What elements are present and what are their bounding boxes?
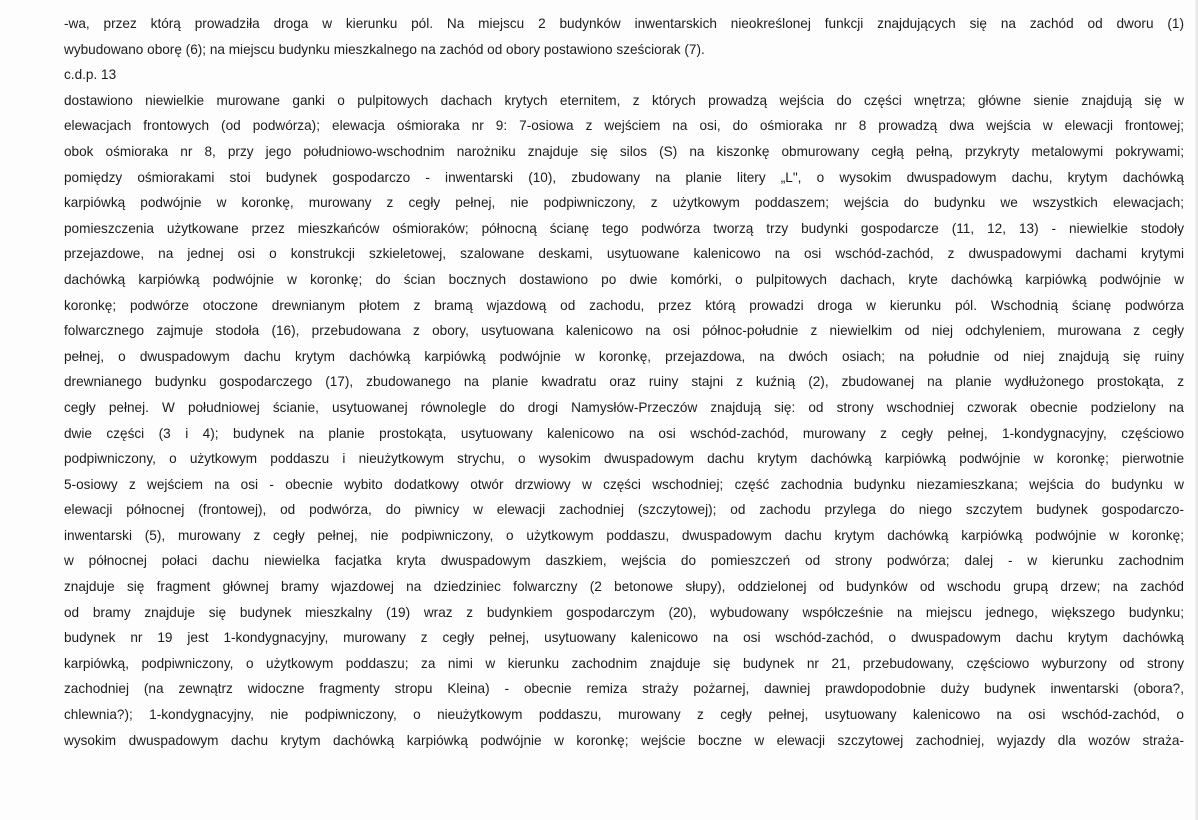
text-line: karpiówką, podpiwniczony, o użytkowym poddaszu; za nimi w kierunku zachodnim znajduje się budynek nr 21, przebudowany, częściowo wyburzony od strony — [64, 655, 1184, 671]
text-line: pełnej, o dwuspadowym dachu krytym dachówką karpiówką podwójnie w koronkę, przejazdowa, na dwóch osiach; na południe od niej znajdują się ruiny — [64, 348, 1184, 364]
text-line: folwarcznego zajmuje stodoła (16), przebudowana z obory, usytuowana kalenicowo na osi północ-południe z niewielkim od niej odchyleniem, murowana z cegły — [64, 323, 1184, 339]
text-line: pomiędzy ośmiorakami stoi budynek gospodarczo - inwentarski (10), zbudowany na planie litery „L", o wysokim dwuspadowym dachu, krytym dachówką — [64, 169, 1184, 185]
text-line: od bramy znajduje się budynek mieszkalny (19) wraz z budynkiem gospodarczym (20), wybudowany współcześnie na miejscu jednego, większego budynku; — [64, 604, 1184, 620]
text-line: pomieszczenia użytkowane przez mieszkańców ośmioraków; północną ścianę tego podwórza tworzą trzy budynki gospodarcze (11, 12, 13) - niewielkie stodoły — [64, 220, 1184, 236]
text-line: dostawiono niewielkie murowane ganki o pulpitowych dachach krytych eternitem, z których prowadzą wejścia do części wnętrza; główne sienie znajdują się w — [64, 92, 1184, 108]
text-line: w północnej połaci dachu niewielka facjatka kryta dwuspadowym daszkiem, wejścia do pomieszczeń od strony podwórza; dalej - w kierunku zachodnim — [64, 553, 1184, 569]
text-line: wysokim dwuspadowym dachu krytym dachówką karpiówką podwójnie w koronkę; wejście boczne w elewacji szczytowej zachodniej, wyjazdy dla wozów straża- — [64, 732, 1184, 748]
text-line: przejazdowe, na jednej osi o konstrukcji szkieletowej, szalowane deskami, usytuowane kalenicowo na osi wschód-zachód, z dwuspadowymi dachami krytymi — [64, 246, 1184, 262]
text-line: koronkę; podwórze otoczone drewnianym płotem z bramą wjazdową od zachodu, przez którą prowadzi droga w kierunku pól. Wschodnią ścianę podwórza — [64, 297, 1184, 313]
text-line: chlewnia?); 1-kondygnacyjny, nie podpiwniczony, o nieużytkowym poddaszu, murowany z cegły pełnej, usytuowany kalenicowo na osi wschód-zachód, o — [64, 707, 1184, 723]
text-line: dachówką karpiówką podwójnie w koronkę; do ścian bocznych dostawiono po dwie komórki, o pulpitowych dachach, kryte dachówką karpiówką podwójnie w — [64, 271, 1184, 287]
text-line: c.d.p. 13 — [64, 67, 117, 83]
document-text-block — [64, 11, 1184, 753]
text-line: drewnianego budynku gospodarczego (17), zbudowanego na planie kwadratu oraz ruiny stajni z kuźnią (2), zbudowanej na planie wydłużonego prostokąta, z — [64, 374, 1184, 390]
text-line: podpiwniczony, o użytkowym poddaszu i nieużytkowym strychu, o wysokim dwuspadowym dachu krytym dachówką karpiówką podwójnie w koronkę; pierwotnie — [64, 451, 1184, 467]
text-line: obok ośmioraka nr 8, przy jego południowo-wschodnim narożniku znajduje się silos (S) na kiszonkę obmurowany cegłą pełną, przykryty metalowymi pokrywami; — [64, 143, 1184, 159]
text-line: cegły pełnej. W południowej ścianie, usytuowanej równolegle do drogi Namysłów-Przeczów znajdują się: od strony wschodniej czworak obecnie podzielony na — [64, 399, 1184, 415]
text-line: inwentarski (5), murowany z cegły pełnej, nie podpiwniczony, o użytkowym poddaszu, dwuspadowym dachu krytym dachówką karpiówką podwójnie w koronkę; — [64, 527, 1184, 543]
text-line: karpiówką podwójnie w koronkę, murowany z cegły pełnej, nie podpiwniczony, z użytkowym poddaszem; wejścia do budynku we wszystkich elewacjach; — [64, 195, 1184, 211]
text-line: znajduje się fragment głównej bramy wjazdowej na dziedziniec folwarczny (2 betonowe słupy), oddzielonej od budynków od wschodu grupą drzew; na zachód — [64, 579, 1184, 595]
text-line: wybudowano oborę (6); na miejscu budynku mieszkalnego na zachód od obory postawiono sześciorak (7). — [64, 41, 705, 57]
text-line: elewacjach frontowych (od podwórza); elewacja ośmioraka nr 9: 7-osiowa z wejściem na osi, do ośmioraka nr 8 prowadzą dwa wejścia w elewacji frontowej; — [64, 118, 1184, 134]
text-line: 5-osiowy z wejściem na osi - obecnie wybito dodatkowy otwór drzwiowy w części wschodniej; część zachodnia budynku niezamieszkana; wejścia do budynku w — [64, 476, 1184, 492]
text-line: budynek nr 19 jest 1-kondygnacyjny, murowany z cegły pełnej, usytuowany kalenicowo na osi wschód-zachód, o dwuspadowym dachu krytym dachówką — [64, 630, 1184, 646]
text-line: -wa, przez którą prowadziła droga w kierunku pól. Na miejscu 2 budynków inwentarskich nieokreślonej funkcji znajdujących się na zachód od dworu (1) — [64, 16, 1184, 31]
text-line: elewacji północnej (frontowej), od podwórza, do piwnicy w elewacji zachodniej (szczytowej); od zachodu przylega do niego szczytem budynek gospodarczo- — [64, 502, 1184, 518]
text-line: dwie części (3 i 4); budynek na planie prostokąta, usytuowany kalenicowo na osi wschód-zachód, murowany z cegły pełnej, 1-kondygnacyjny, częściowo — [64, 425, 1184, 441]
text-line: zachodniej (na zewnątrz widoczne fragmenty stropu Kleina) - obecnie remiza straży pożarnej, dawniej prawdopodobnie duży budynek inwentarski (obora?, — [64, 681, 1184, 697]
